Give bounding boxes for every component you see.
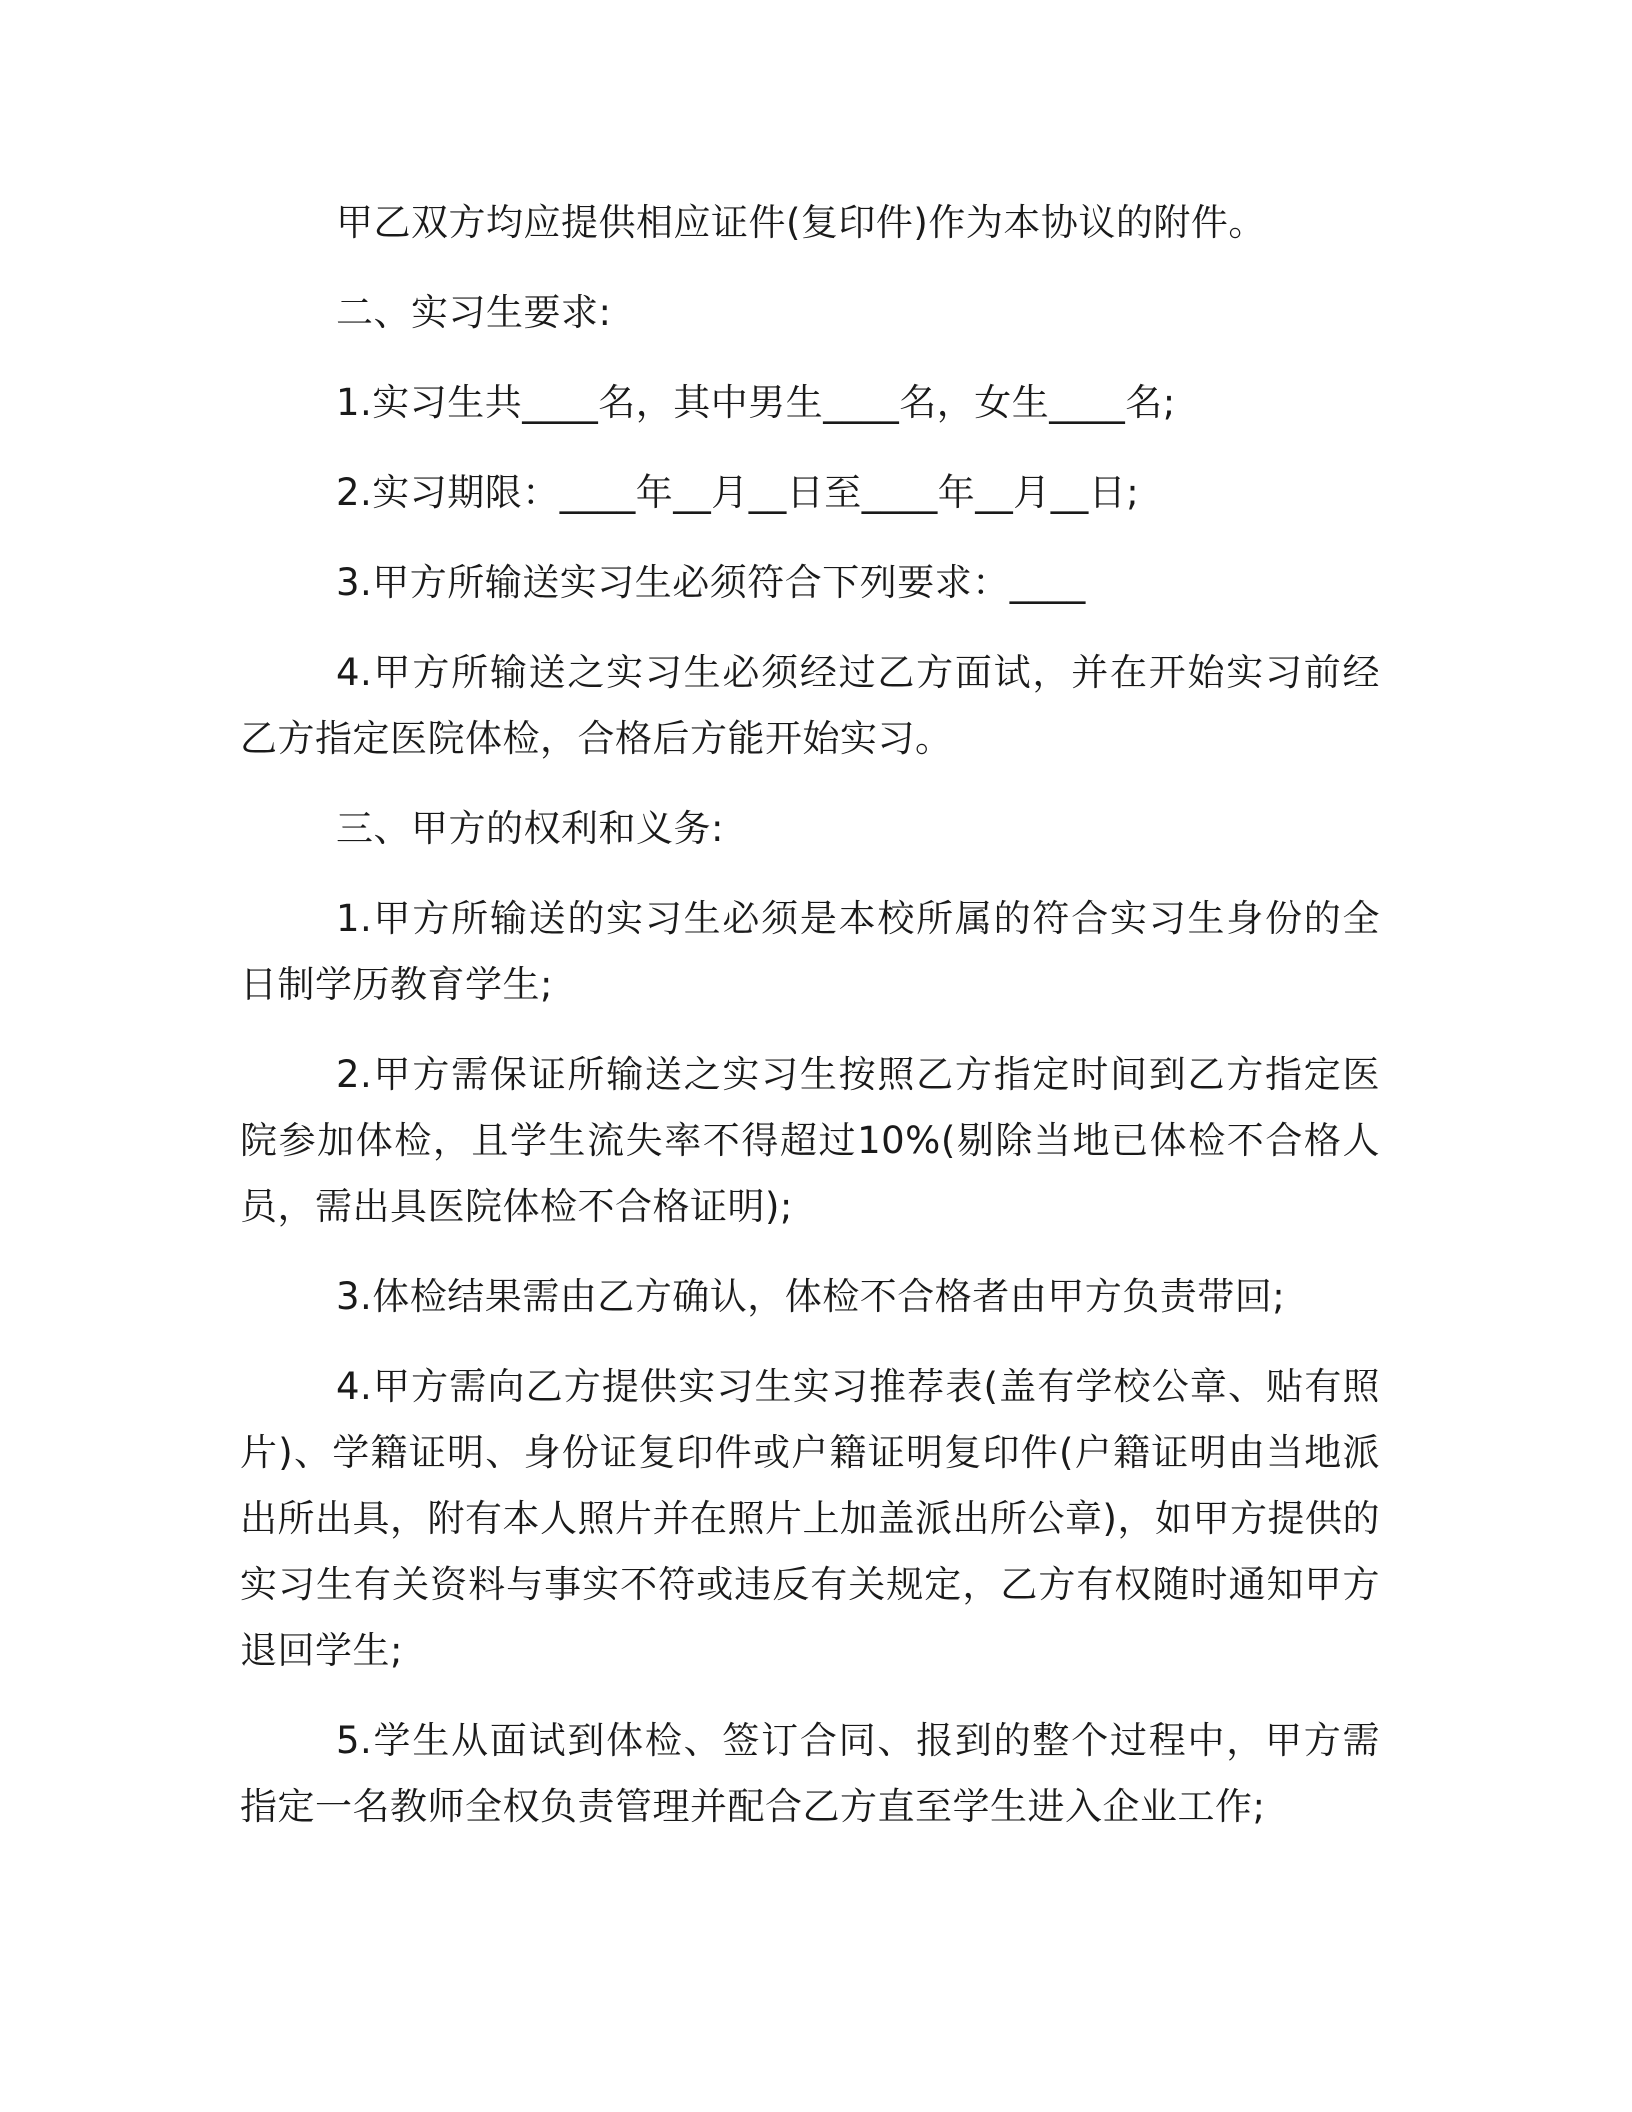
document-body — [240, 190, 1380, 1864]
heading-intern-requirements: 二、实习生要求: — [336, 291, 612, 334]
paragraph-a-3: 3.体检结果需由乙方确认，体检不合格者由甲方负责带回; — [336, 1275, 1286, 1318]
paragraph-interview-checkup: 4.甲方所输送之实习生必须经过乙方面试，并在开始实习前经乙方指定医院体检，合格后方能开始实习。 — [240, 651, 1380, 760]
paragraph-a-5: 5.学生从面试到体检、签订合同、报到的整个过程中，甲方需指定一名教师全权负责管理并配合乙方直至学生进入企业工作; — [240, 1719, 1380, 1828]
paragraph-attachments: 甲乙双方均应提供相应证件(复印件)作为本协议的附件。 — [336, 201, 1266, 244]
paragraph-intern-count: 1.实习生共____名，其中男生____名，女生____名; — [336, 381, 1176, 424]
paragraph-intern-conditions: 3.甲方所输送实习生必须符合下列要求：____ — [336, 561, 1086, 604]
paragraph-a-1: 1.甲方所输送的实习生必须是本校所属的符合实习生身份的全日制学历教育学生; — [240, 897, 1380, 1006]
paragraph-a-2: 2.甲方需保证所输送之实习生按照乙方指定时间到乙方指定医院参加体检，且学生流失率不得超过10%(剔除当地已体检不合格人员，需出具医院体检不合格证明); — [240, 1053, 1380, 1228]
paragraph-intern-period: 2.实习期限：____年__月__日至____年__月__日; — [336, 471, 1140, 514]
paragraph-a-4: 4.甲方需向乙方提供实习生实习推荐表(盖有学校公章、贴有照片)、学籍证明、身份证复印件或户籍证明复印件(户籍证明由当地派出所出具，附有本人照片并在照片上加盖派出所公章)，如甲方提供的实习生有关资料与事实不符或违反有关规定，乙方有权随时通知甲方退回学生; — [240, 1365, 1380, 1672]
heading-party-a-rights: 三、甲方的权利和义务: — [336, 807, 724, 850]
